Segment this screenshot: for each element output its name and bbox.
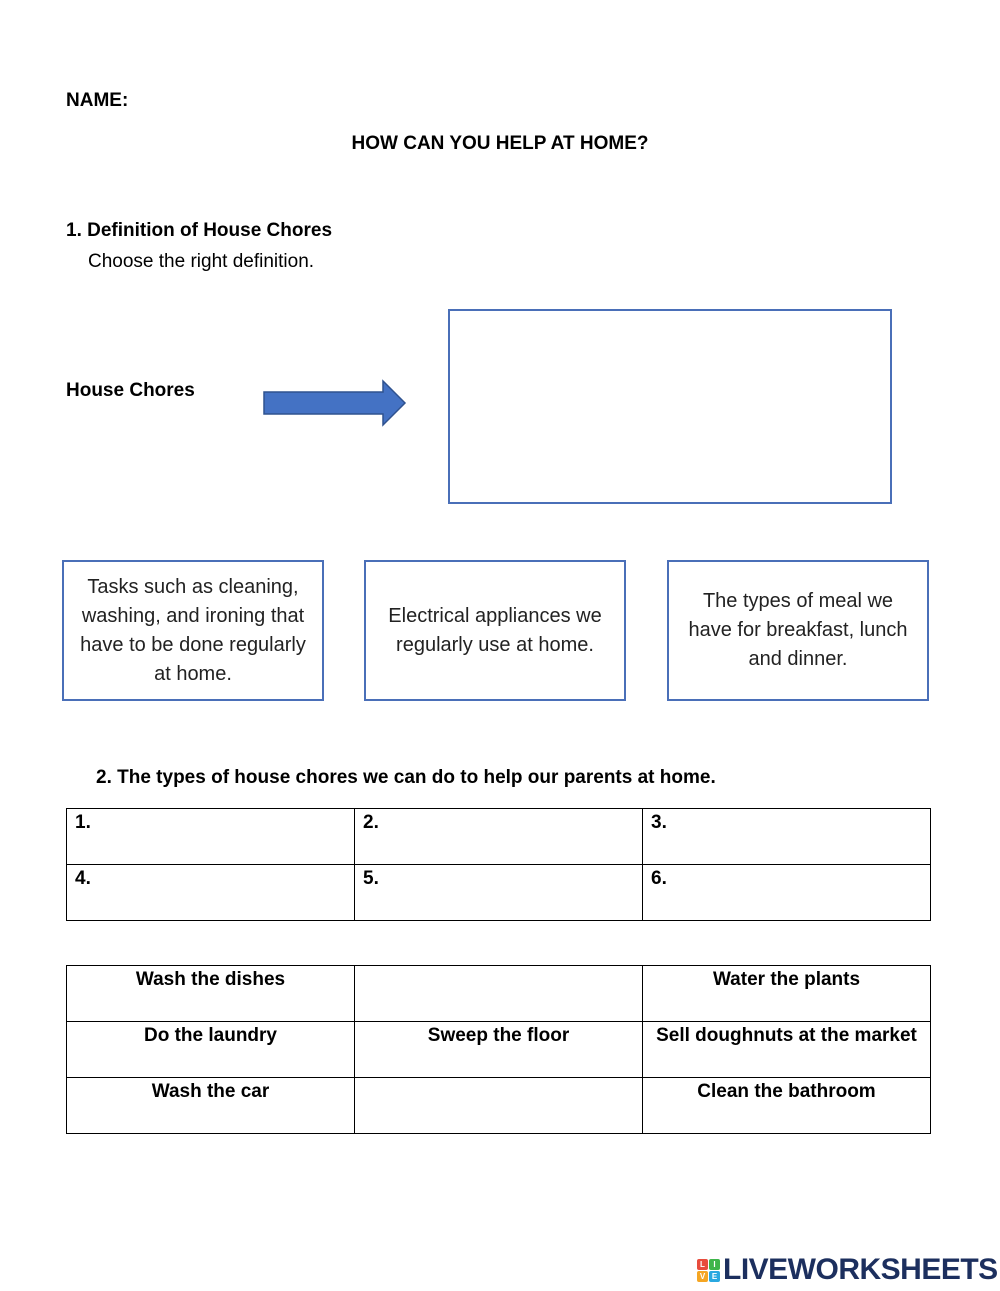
table-row bbox=[67, 1022, 931, 1078]
definition-option-2[interactable]: Electrical appliances we regularly use at home. bbox=[364, 560, 626, 701]
definition-drop-zone[interactable] bbox=[448, 309, 892, 504]
chores-options-table bbox=[66, 965, 931, 1134]
logo-mark-icon bbox=[697, 1259, 720, 1282]
chore-option[interactable]: Sell doughnuts at the market bbox=[643, 1022, 931, 1078]
definition-option-3[interactable]: The types of meal we have for breakfast, lunch and dinner. bbox=[667, 560, 929, 701]
answer-slot-6[interactable]: 6. bbox=[643, 865, 931, 921]
section-1-heading: 1. Definition of House Chores bbox=[66, 220, 333, 241]
table-row bbox=[67, 966, 931, 1022]
chore-option[interactable]: Clean the bathroom bbox=[643, 1078, 931, 1134]
answer-slot-3[interactable]: 3. bbox=[643, 809, 931, 865]
answer-slot-5[interactable]: 5. bbox=[355, 865, 643, 921]
answer-slot-2[interactable]: 2. bbox=[355, 809, 643, 865]
section-2-heading: 2. The types of house chores we can do to help our parents at home. bbox=[96, 767, 716, 788]
chore-option[interactable] bbox=[355, 1078, 643, 1134]
chore-option[interactable]: Water the plants bbox=[643, 966, 931, 1022]
table-row bbox=[67, 865, 931, 921]
answer-table bbox=[66, 808, 931, 921]
right-arrow-icon bbox=[262, 378, 408, 428]
page-title: HOW CAN YOU HELP AT HOME? bbox=[351, 133, 649, 154]
logo-letter: L bbox=[697, 1259, 708, 1270]
chore-option[interactable]: Wash the dishes bbox=[67, 966, 355, 1022]
section-1-instruction: Choose the right definition. bbox=[88, 251, 315, 272]
logo-letter: V bbox=[697, 1271, 708, 1282]
liveworksheets-logo bbox=[697, 1253, 998, 1287]
answer-slot-1[interactable]: 1. bbox=[67, 809, 355, 865]
logo-letter: I bbox=[709, 1259, 720, 1270]
chore-option[interactable]: Wash the car bbox=[67, 1078, 355, 1134]
table-row bbox=[67, 1078, 931, 1134]
term-label: House Chores bbox=[66, 380, 195, 401]
definition-option-1[interactable]: Tasks such as cleaning, washing, and ironing that have to be done regularly at home. bbox=[62, 560, 324, 701]
logo-text: LIVEWORKSHEETS bbox=[723, 1253, 998, 1286]
logo-letter: E bbox=[709, 1271, 720, 1282]
name-label: NAME: bbox=[66, 90, 129, 111]
table-row bbox=[67, 809, 931, 865]
chore-option[interactable]: Do the laundry bbox=[67, 1022, 355, 1078]
answer-slot-4[interactable]: 4. bbox=[67, 865, 355, 921]
chore-option[interactable]: Sweep the floor bbox=[355, 1022, 643, 1078]
chore-option[interactable] bbox=[355, 966, 643, 1022]
